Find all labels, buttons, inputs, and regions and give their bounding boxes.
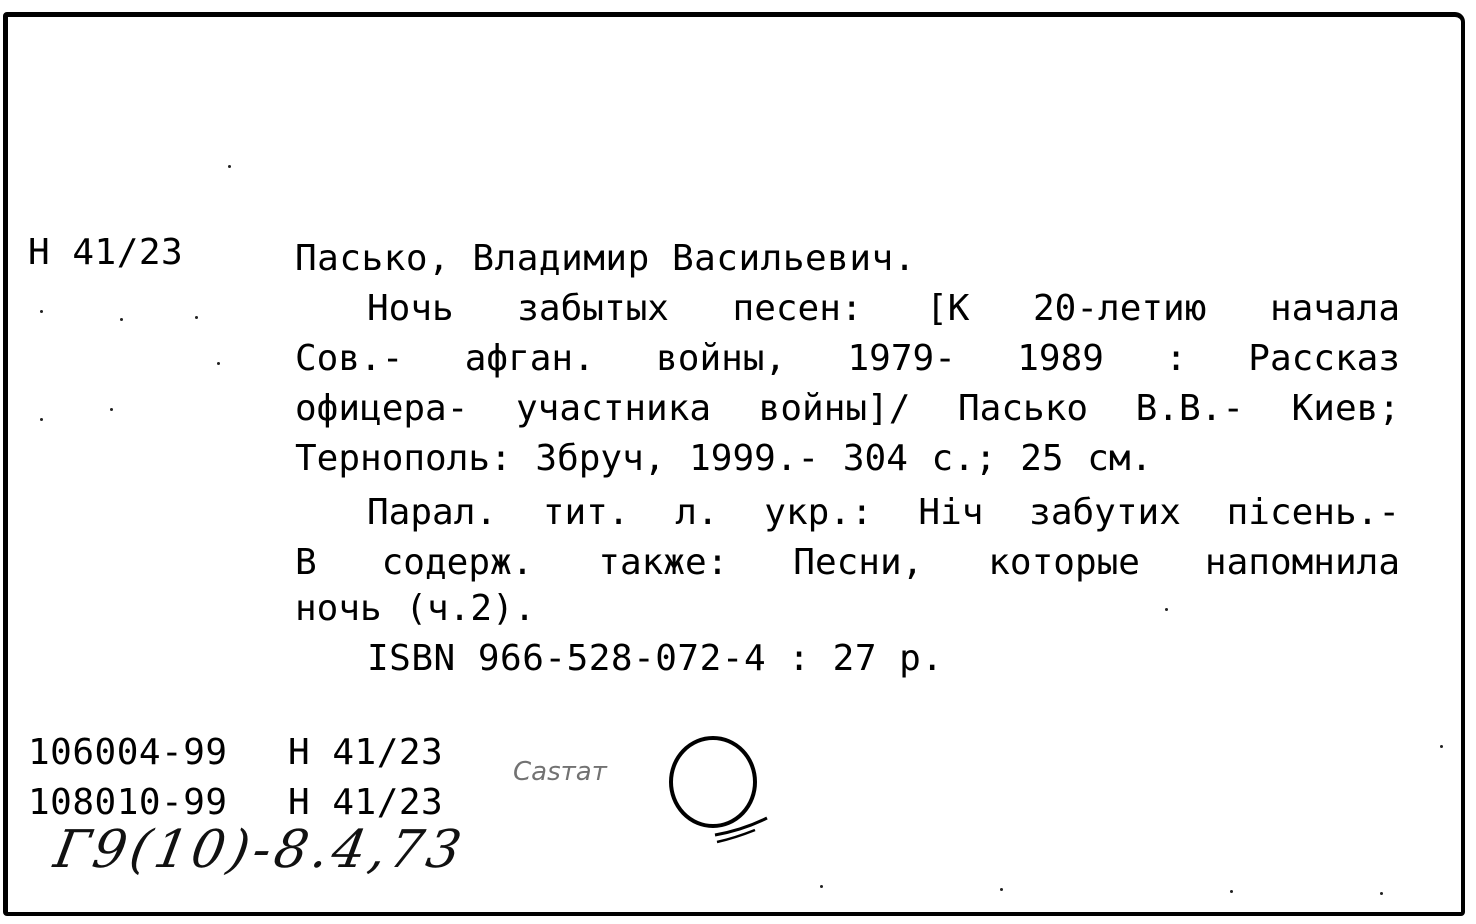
copy-shelf-1: Н 41/23 [288,732,444,773]
note-line-1: Парал. тит. л. укр.: Ніч забутих пісень.- [367,492,1400,533]
speck [195,316,198,319]
speck [228,165,231,168]
speck [1165,608,1168,611]
speck [110,408,113,411]
handwritten-classification: Г9(10)-8.4,73 [49,820,470,880]
isbn-line: ISBN 966-528-072-4 : 27 р. [367,638,944,679]
title-line-4: Тернополь: Збруч, 1999.- 304 с.; 25 см. [295,438,1153,479]
speck [217,362,220,365]
title-line-3: офицера- участника войны]/ Пасько В.В.- Киев; [295,388,1400,429]
author-heading: Пасько, Владимир Васильевич. [295,238,916,279]
shelf-mark: Н 41/23 [28,232,184,273]
speck [1440,745,1443,748]
copy-number-2: 108010-99 [28,782,228,823]
title-line-2: Сов.- афган. войны, 1979- 1989 : Рассказ [295,338,1400,379]
speck [1230,890,1233,893]
speck [1000,888,1003,891]
speck [1380,892,1383,895]
speck [40,310,43,313]
speck [820,885,823,888]
speck [120,318,123,321]
title-line-1: Ночь забытых песен: [К 20-летию начала [367,288,1400,329]
copy-shelf-2: Н 41/23 [288,782,444,823]
speck [40,418,43,421]
note-line-2: В содерж. также: Песни, которые напомнила [295,542,1400,583]
library-stamp-icon [505,730,775,855]
svg-text:Саsтат: Саsтат [513,757,607,787]
note-line-3: ночь (ч.2). [295,588,536,629]
copy-number-1: 106004-99 [28,732,228,773]
